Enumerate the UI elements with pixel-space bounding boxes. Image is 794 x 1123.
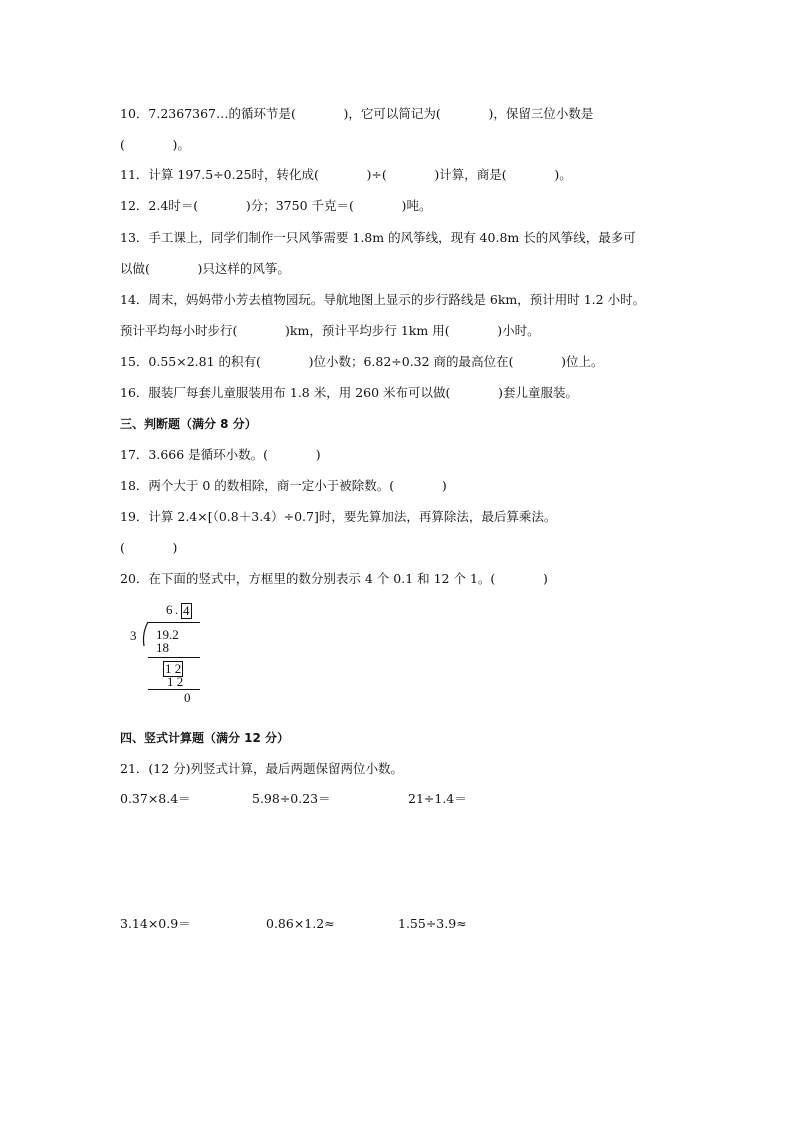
calc-1: 0.37×8.4＝ [120,791,191,806]
question-14-line1: 14．周末，妈妈带小芳去植物园玩。导航地图上显示的步行路线是 6km，预计用时 1.2 小时。 [120,292,646,307]
question-17: 17．3.666 是循环小数。( ) [120,447,321,462]
question-13-line1: 13．手工课上，同学们制作一只风筝需要 1.8m 的风筝线，现有 40.8m 长的风筝线，最多可 [120,230,636,245]
step-1-product: 18 [156,640,169,655]
divisor: 3 [130,628,137,643]
section-3-title: 三、判断题（满分 8 分） [120,417,257,431]
section-4-title: 四、竖式计算题（满分 12 分） [120,731,290,745]
quotient-box: 4 [183,603,190,618]
question-19-line1: 19．计算 2.4×[（0.8＋3.4）÷0.7]时，要先算加法，再算除法，最后算乘法。 [120,509,557,524]
quotient-point: . [175,602,179,617]
remainder: 0 [184,690,191,705]
question-12: 12．2.4时＝( )分；3750 千克＝( )吨。 [120,198,432,213]
question-10-line2: ( )。 [120,137,190,152]
calc-5: 0.86×1.2≈ [266,916,335,931]
calc-3: 21÷1.4＝ [408,791,467,806]
calc-4: 3.14×0.9＝ [120,916,191,931]
question-14-line2: 预计平均每小时步行( )km，预计平均步行 1km 用( )小时。 [120,323,540,338]
question-21: 21．(12 分)列竖式计算，最后两题保留两位小数。 [120,761,404,776]
step-2-box: 1 2 [165,661,182,676]
question-20: 20．在下面的竖式中，方框里的数分别表示 4 个 0.1 和 12 个 1。( ) [120,571,548,586]
question-18: 18．两个大于 0 的数相除，商一定小于被除数。( ) [120,478,447,493]
question-13-line2: 以做( )只这样的风筝。 [120,261,290,276]
calc-2: 5.98÷0.23＝ [252,791,331,806]
question-10-line1: 10．7.2367367…的循环节是( )，它可以简记为( )，保留三位小数是 [120,106,594,121]
dividend: 19.2 [156,627,179,642]
calc-6: 1.55÷3.9≈ [398,916,467,931]
division-bracket [140,621,152,647]
question-19-line2: ( ) [120,540,178,555]
quotient-integer: 6 [166,602,173,617]
long-division [118,603,228,703]
question-11: 11．计算 197.5÷0.25时，转化成( )÷( )计算，商是( )。 [120,167,572,182]
question-16: 16．服装厂每套儿童服装用布 1.8 米，用 260 米布可以做( )套儿童服装。 [120,385,578,400]
division-bar [148,622,200,623]
step-3-line [148,689,200,690]
step-3-product: 1 2 [167,674,184,689]
question-15: 15．0.55×2.81 的积有( )位小数；6.82÷0.32 商的最高位在( )位上。 [120,354,604,369]
step-1-line [148,657,200,658]
